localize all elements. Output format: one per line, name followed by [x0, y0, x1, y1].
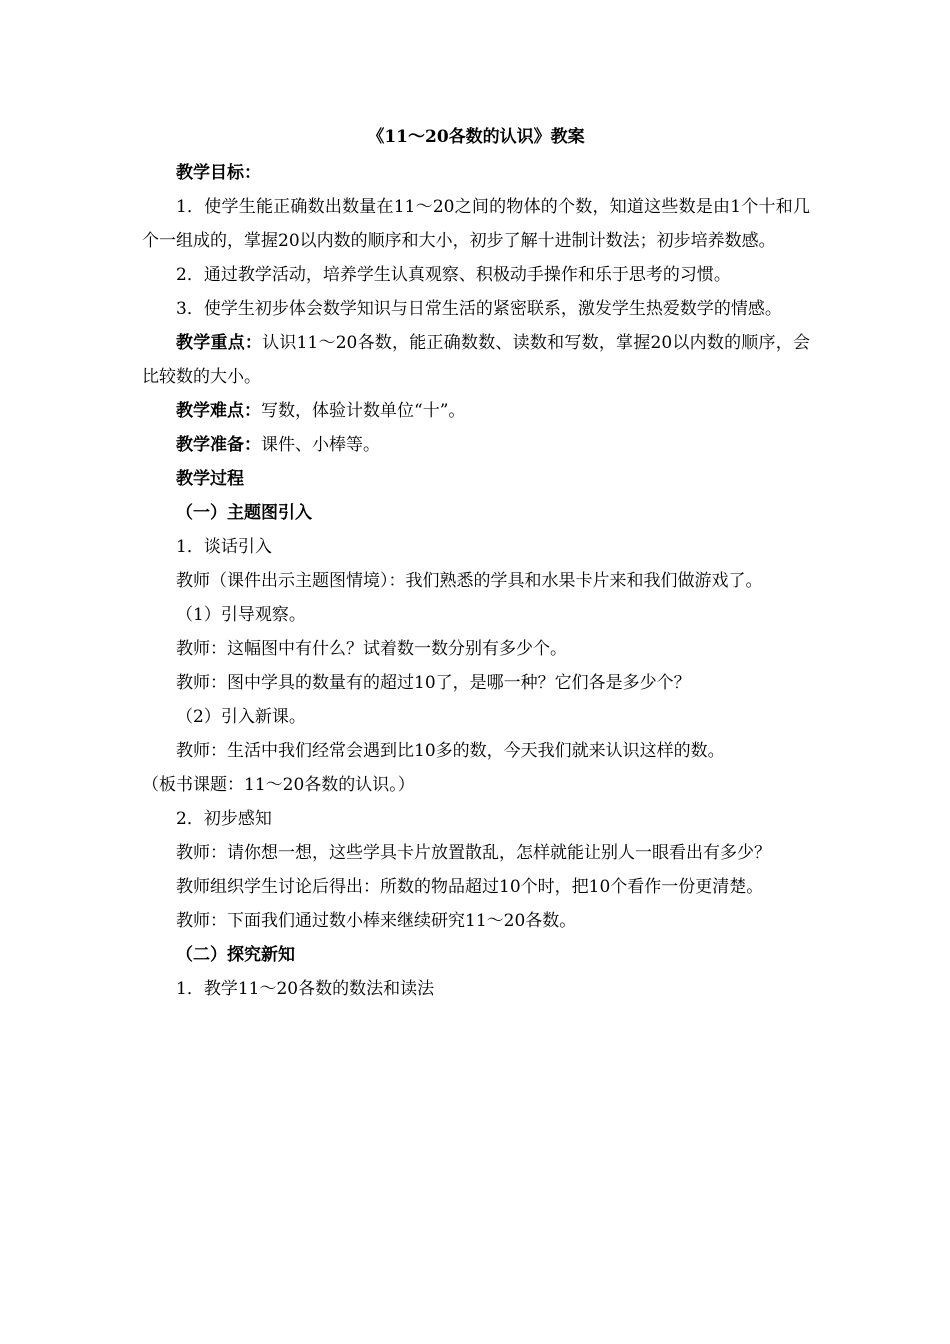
document-page: [142, 118, 810, 1006]
section2-heading: （二）探究新知: [176, 945, 295, 965]
preparation-label: 教学准备：: [176, 435, 261, 455]
section1-paragraph-7: 教师组织学生讨论后得出：所数的物品超过10个时，把10个看作一份更清楚。: [176, 877, 764, 897]
section1-paragraph-1: 教师（课件出示主题图情境）：我们熟悉的学具和水果卡片来和我们做游戏了。: [176, 571, 763, 591]
section1-paragraph-5: （板书课题：11～20各数的认识。）: [142, 775, 415, 795]
preparation-text: 课件、小棒等。: [261, 435, 380, 455]
section1-sub1: 1．谈话引入: [176, 537, 272, 557]
objective-item-1: 1．使学生能正确数出数量在11～20之间的物体的个数，知道这些数是由1个十和几个一组成的，掌握20以内数的顺序和大小，初步了解十进制计数法；初步培养数感。: [142, 197, 810, 251]
objectives-heading: 教学目标：: [176, 163, 261, 183]
section1-paragraph-2: 教师：这幅图中有什么？试着数一数分别有多少个。: [176, 639, 567, 659]
section1-step-1: （1）引导观察。: [176, 605, 306, 625]
section1-sub2: 2．初步感知: [176, 809, 272, 829]
section1-paragraph-8: 教师：下面我们通过数小棒来继续研究11～20各数。: [176, 911, 577, 931]
objective-item-2: 2．通过教学活动，培养学生认真观察、积极动手操作和乐于思考的习惯。: [176, 265, 731, 285]
objective-item-3: 3．使学生初步体会数学知识与日常生活的紧密联系，激发学生热爱数学的情感。: [176, 299, 782, 319]
section1-heading: （一）主题图引入: [176, 503, 312, 523]
section2-sub1: 1．教学11～20各数的数法和读法: [176, 979, 435, 999]
key-point-text: 认识11～20各数，能正确数数、读数和写数，掌握20以内数的顺序，会比较数的大小。: [142, 333, 810, 387]
section1-paragraph-6: 教师：请你想一想，这些学具卡片放置散乱，怎样就能让别人一眼看出有多少？: [176, 843, 771, 863]
difficulty-text: 写数，体验计数单位“十”。: [261, 401, 466, 421]
difficulty-label: 教学难点：: [176, 401, 261, 421]
difficulty-paragraph: [142, 394, 810, 428]
preparation-paragraph: [142, 428, 810, 462]
process-heading: 教学过程: [176, 469, 244, 489]
section1-paragraph-4: 教师：生活中我们经常会遇到比10多的数，今天我们就来认识这样的数。: [176, 741, 725, 761]
key-point-paragraph: [142, 326, 810, 394]
section1-paragraph-3: 教师：图中学具的数量有的超过10了，是哪一种？它们各是多少个？: [176, 673, 691, 693]
key-point-label: 教学重点：: [176, 333, 263, 353]
section1-step-2: （2）引入新课。: [176, 707, 306, 727]
page-title: 《11～20各数的认识》教案: [367, 127, 585, 147]
